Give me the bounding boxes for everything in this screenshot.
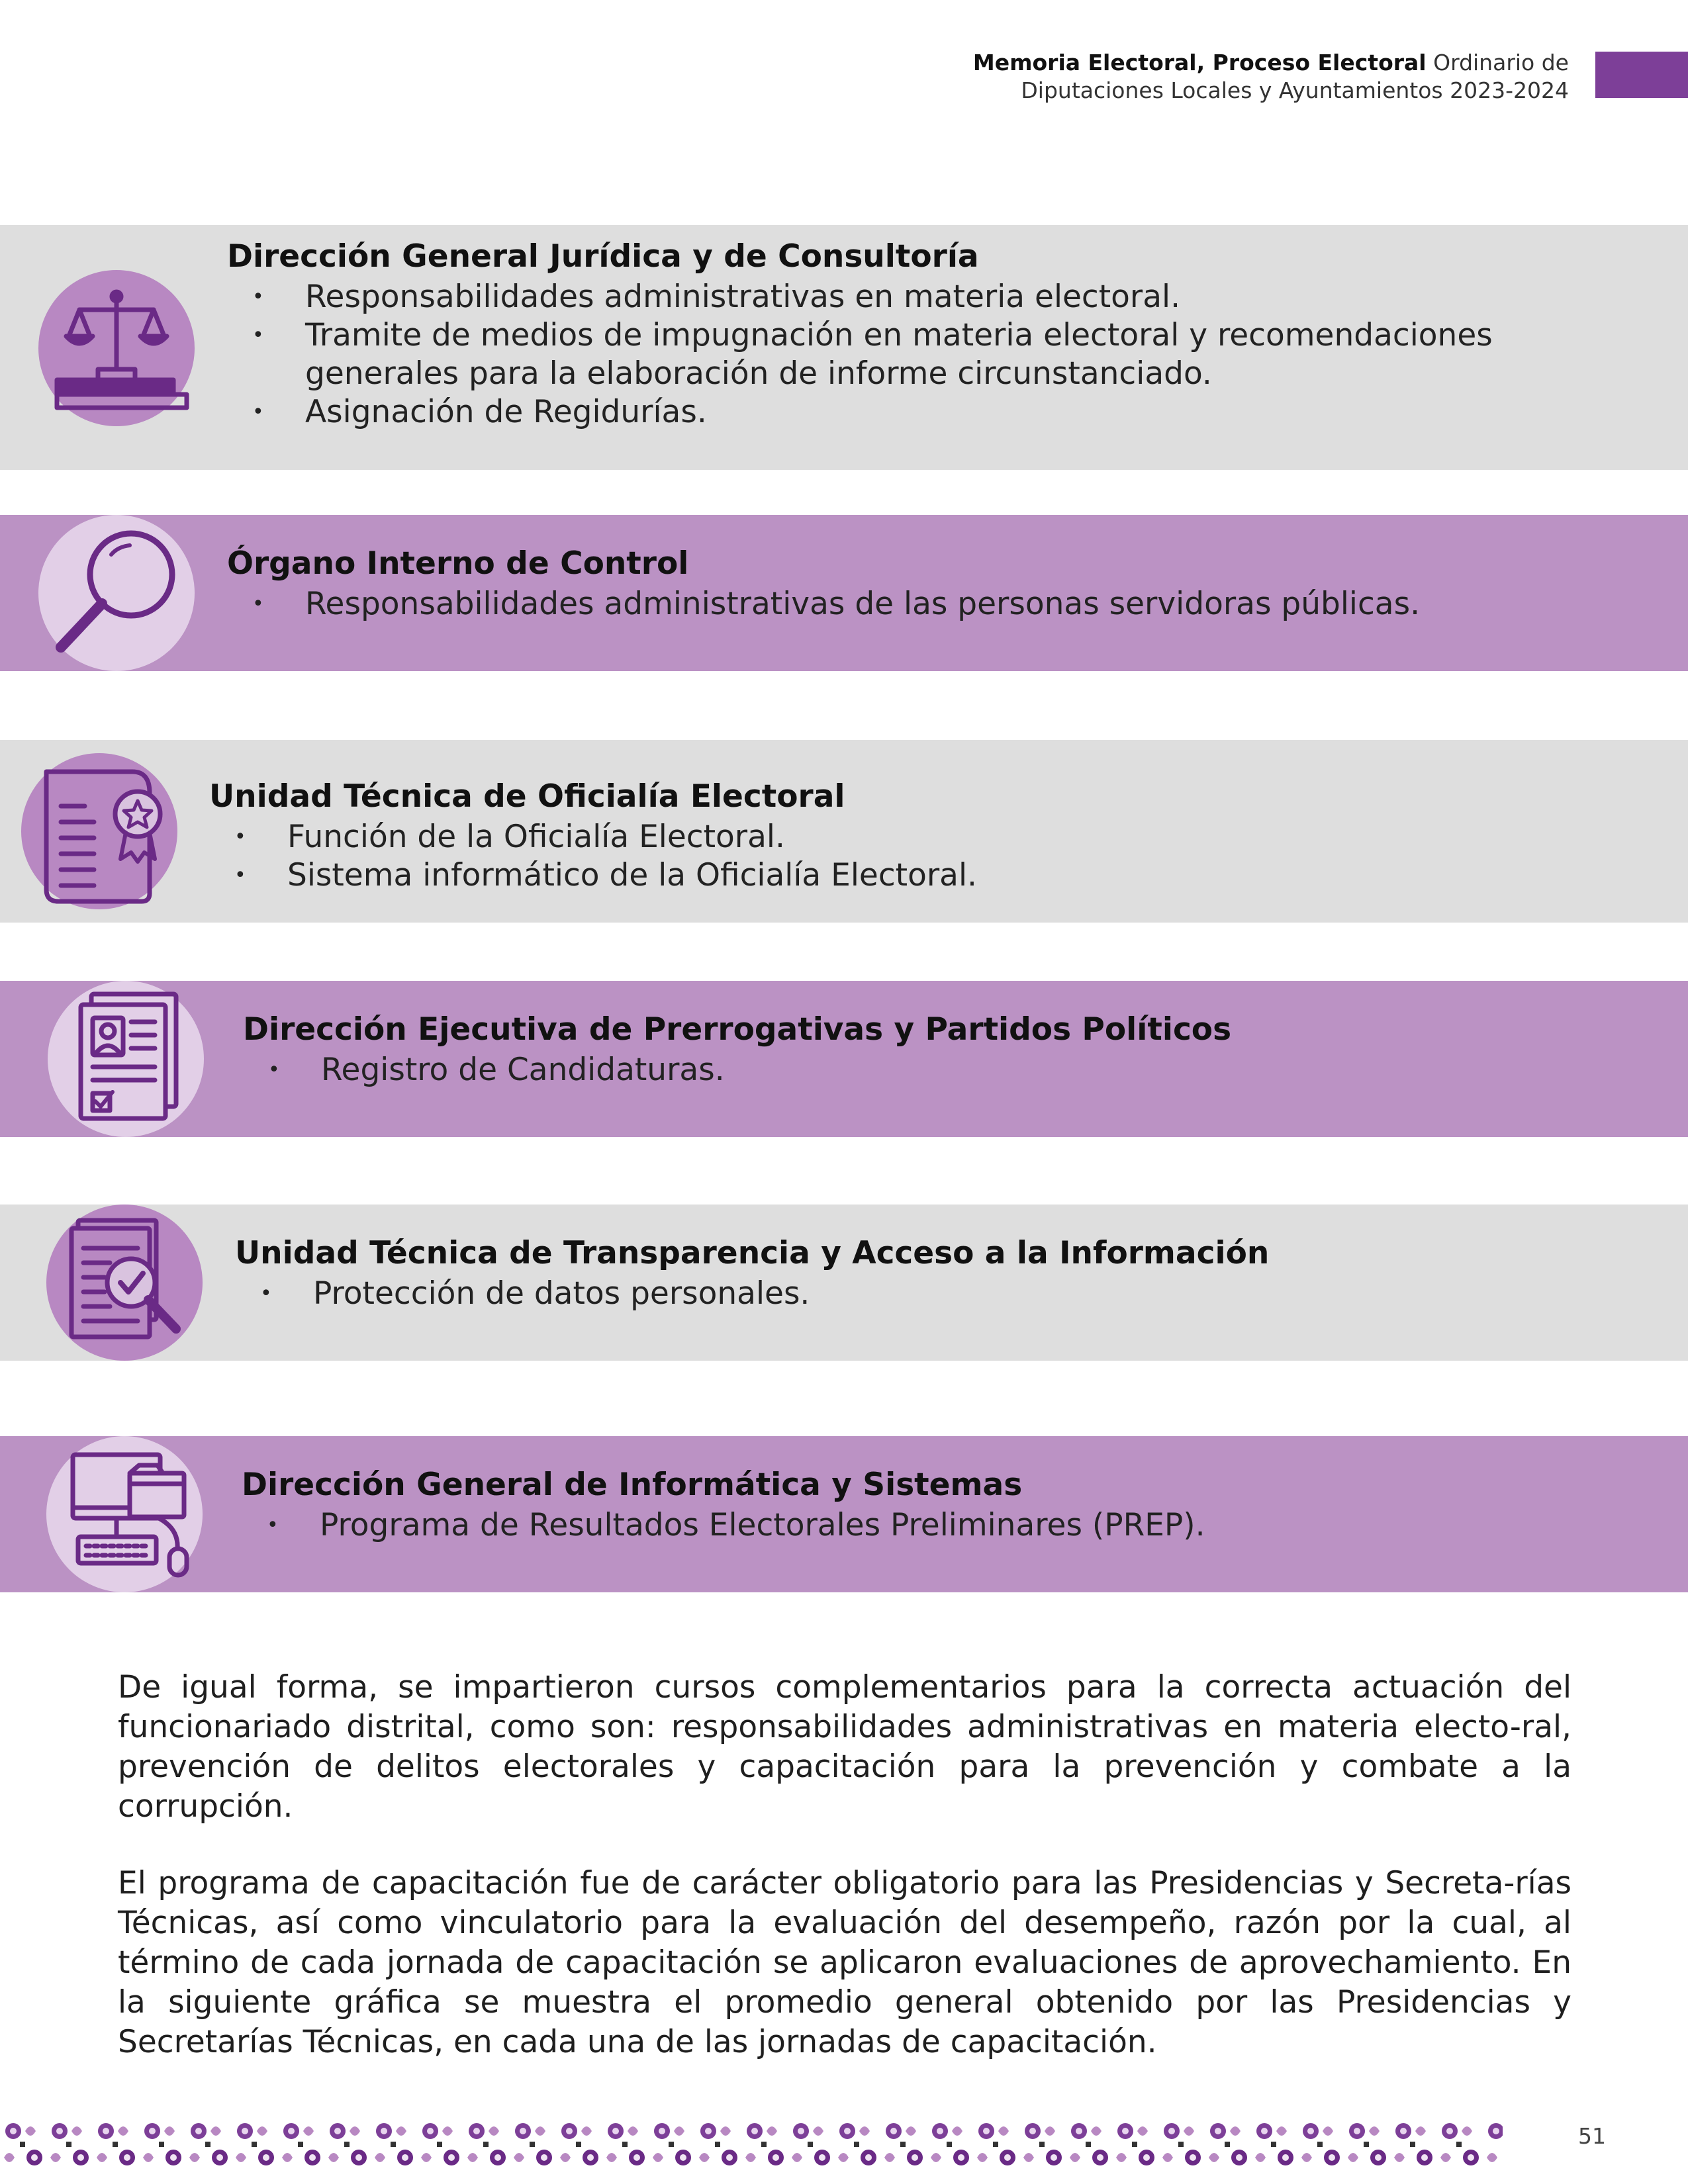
document-search-icon — [46, 1205, 203, 1361]
scales-of-justice-icon — [38, 270, 195, 426]
section-items — [242, 1506, 1585, 1545]
certificate-document-icon — [21, 753, 177, 909]
section-title: Dirección General Jurídica y de Consultoría — [227, 238, 979, 275]
section-prerrogativas — [0, 981, 1688, 1137]
section-title: Órgano Interno de Control — [227, 545, 689, 582]
section-items — [243, 1051, 1587, 1089]
section-title: Dirección Ejecutiva de Prerrogativas y Partidos Políticos — [243, 1011, 1232, 1048]
section-items — [235, 1275, 1579, 1313]
section-transparencia — [0, 1205, 1688, 1361]
section-juridica — [0, 225, 1688, 470]
section-control-interno — [0, 515, 1688, 671]
body-paragraph: El programa de capacitación fue de carácter obligatorio para las Presidencias y Secreta-rías Técnicas, así como vinculatorio para la evaluación del desempeño, razón por la cual, al término de cada jornada de capacitación se aplicaron evaluaciones de aprovechamiento. En la siguiente gráfica se muestra el promedio general obtenido por las Presidencias y Secretarías Técnicas, en cada una de las jornadas de capacitación. — [118, 1865, 1571, 2060]
list-item: • Protección de datos personales. — [235, 1275, 1579, 1313]
section-title: Dirección General de Informática y Sistemas — [242, 1467, 1023, 1503]
header-title-bold: Memoria Electoral, Proceso Electoral — [972, 50, 1427, 75]
embroidery-border — [0, 2111, 1503, 2177]
list-item: • Responsabilidades administrativas de las personas servidoras públicas. — [227, 585, 1571, 623]
list-item: • Programa de Resultados Electorales Preliminares (PREP). — [242, 1506, 1585, 1545]
list-item: • Responsabilidades administrativas en materia electoral. — [227, 278, 1571, 316]
running-header — [973, 49, 1569, 105]
magnifying-glass-icon — [38, 515, 195, 671]
header-subtitle: Diputaciones Locales y Ayuntamientos 2023-2024 — [1021, 77, 1569, 103]
candidate-registry-icon — [48, 981, 204, 1137]
section-title: Unidad Técnica de Transparencia y Acceso a la Información — [235, 1235, 1270, 1271]
body-paragraph: De igual forma, se impartieron cursos complementarios para la correcta actuación del funcionariado distrital, como son: responsabilidades administrativas en materia electo-ral, prevención de delitos electorales y capacitación para la prevención y combate a la corrupción. — [118, 1669, 1571, 1825]
section-title: Unidad Técnica de Oficialía Electoral — [209, 778, 845, 815]
list-item: • Asignación de Regidurías. — [227, 393, 1571, 432]
list-item: • Registro de Candidaturas. — [243, 1051, 1587, 1089]
list-item: • Sistema informático de la Oficialía Electoral. — [209, 856, 1553, 895]
list-item: • Tramite de medios de impugnación en materia electoral y recomendaciones generales para la elaboración de informe circunstanciado. — [227, 316, 1571, 393]
header-title-rest: Ordinario de — [1433, 50, 1569, 75]
section-oficialia-electoral — [0, 740, 1688, 923]
computer-icon — [46, 1436, 203, 1592]
section-informatica — [0, 1436, 1688, 1592]
list-item: • Función de la Oficialía Electoral. — [209, 818, 1553, 856]
section-items — [209, 818, 1553, 895]
section-items — [227, 278, 1571, 432]
header-color-tab — [1595, 52, 1688, 98]
section-items — [227, 585, 1571, 623]
page-number: 51 — [1578, 2123, 1606, 2149]
